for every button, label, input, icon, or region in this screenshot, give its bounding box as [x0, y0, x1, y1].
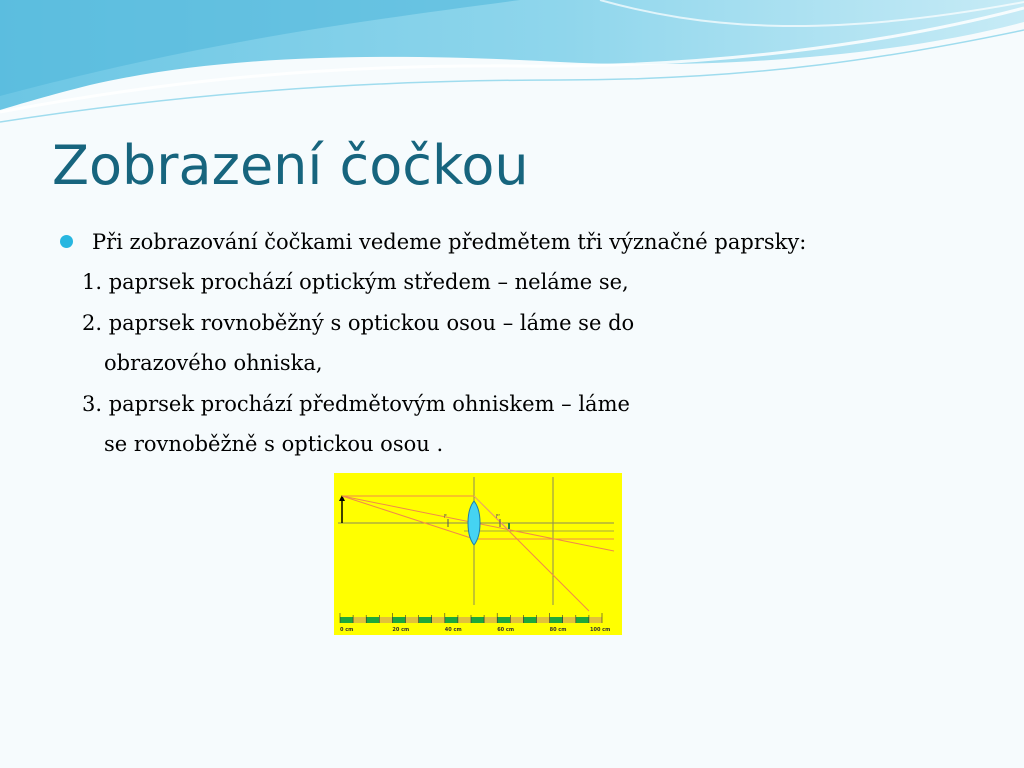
ruler-segment: [589, 617, 602, 623]
ruler-label: 60 cm: [497, 627, 515, 633]
ruler-segment: [406, 617, 419, 623]
header-wave-decoration: [0, 0, 1024, 130]
ruler-segment: [537, 617, 550, 623]
focus-label-left: F: [444, 514, 447, 520]
ruler-segment: [484, 617, 497, 623]
ruler-label: 40 cm: [444, 627, 462, 633]
ruler-segment: [379, 617, 392, 623]
ruler-segment: [353, 617, 366, 623]
slide-title: Zobrazení čočkou: [52, 134, 529, 197]
slide-content: [60, 222, 980, 465]
ray-line-1: 1. paprsek prochází optickým středem – neláme se,: [82, 270, 629, 294]
lens-diagram: [334, 473, 622, 635]
ruler-label: 80 cm: [549, 627, 567, 633]
ray-line-2: 2. paprsek rovnoběžný s optickou osou – láme se do: [82, 310, 635, 335]
ruler-segment: [432, 617, 445, 623]
ruler-segment: [510, 617, 523, 623]
bullet-item: [60, 222, 980, 262]
ruler-label: 20 cm: [392, 627, 410, 633]
ray-line-3: 3. paprsek prochází předmětovým ohniskem – láme: [82, 391, 630, 416]
image-marker: [508, 523, 510, 529]
ruler-label: 100 cm: [590, 627, 611, 633]
bullet-dot-icon: [60, 235, 73, 248]
ray-line-3-cont: se rovnoběžně s optickou osou .: [104, 432, 444, 456]
ruler-segment: [563, 617, 576, 623]
bullet-text: Při zobrazování čočkami vedeme předmětem tři význačné paprsky:: [92, 230, 807, 254]
focus-label-right: F': [496, 514, 501, 520]
ray-line-2-cont: obrazového ohniska,: [104, 351, 323, 375]
diagram-background: [334, 473, 622, 635]
ruler-segment: [458, 617, 471, 623]
ruler-label: 0 cm: [340, 627, 354, 633]
